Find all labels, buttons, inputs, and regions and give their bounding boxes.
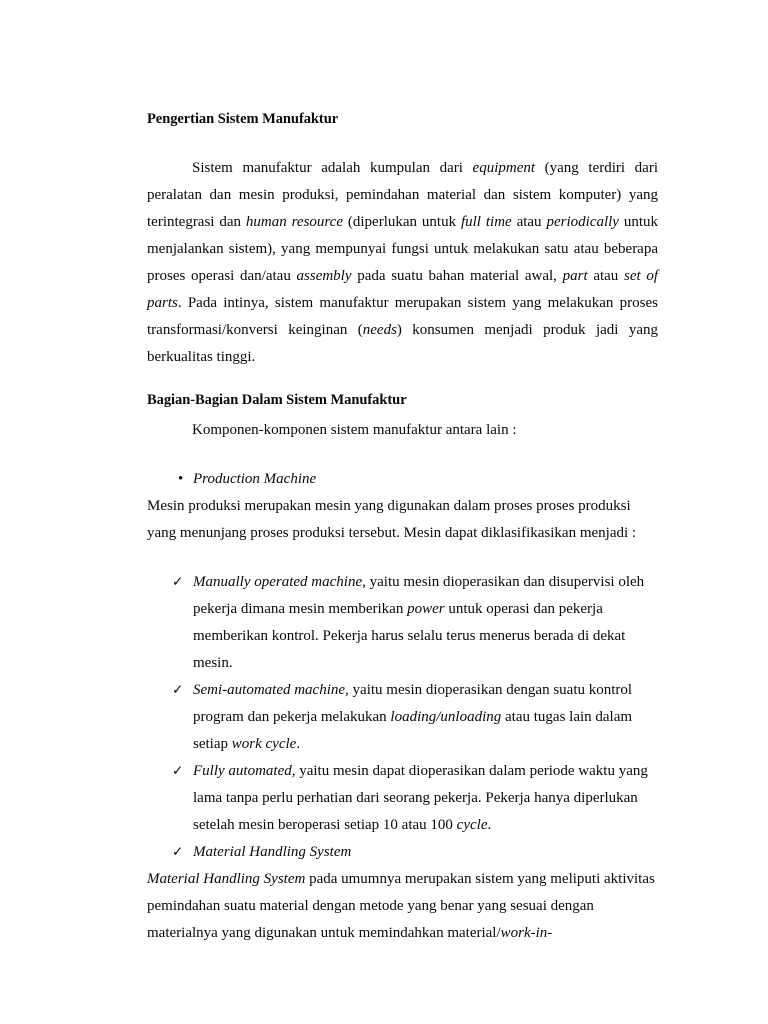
disc-bullet-icon: • (178, 471, 184, 487)
heading-pengertian-sistem-manufaktur: Pengertian Sistem Manufaktur (147, 111, 339, 127)
list-item-text: Fully automated, yaitu mesin dapat dioperasikan dalam periode waktu yang lama tanpa perlu perhatian dari seorang pekerja. Pekerja hanya diperlukan setelah mesin beroperasi setiap 10 atau 100 cycle. (193, 763, 648, 833)
list-item-text: Material Handling System (193, 844, 352, 860)
list-item (147, 569, 658, 677)
list-item (147, 839, 658, 866)
paragraph-production-machine-body: Mesin produksi merupakan mesin yang digunakan dalam proses proses produksi yang menunjang proses produksi tersebut. Mesin dapat diklasifikasikan menjadi : (147, 498, 637, 541)
list-item-production-machine (147, 466, 658, 493)
list-item (147, 758, 658, 839)
list-item-label-production-machine: Production Machine (193, 471, 317, 487)
document-text-column (147, 0, 658, 947)
paragraph-komponen-intro: Komponen-komponen sistem manufaktur antara lain : (192, 422, 517, 438)
list-item-text: Semi-automated machine, yaitu mesin dioperasikan dengan suatu kontrol program dan pekerja melakukan loading/unloading atau tugas lain dalam setiap work cycle. (193, 682, 633, 752)
heading-bagian-bagian-dalam-sistem-manufaktur: Bagian-Bagian Dalam Sistem Manufaktur (147, 391, 407, 408)
paragraph-material-handling-body: Material Handling System pada umumnya merupakan sistem yang meliputi aktivitas pemindahan suatu material dengan metode yang benar yang sesuai dengan materialnya yang digunakan untuk memindahkan material/work-in- (147, 871, 655, 941)
check-icon: ✓ (172, 763, 184, 779)
list-item (147, 677, 658, 758)
machine-types-list (147, 569, 658, 866)
check-icon: ✓ (172, 844, 184, 860)
check-icon: ✓ (172, 574, 184, 590)
check-icon: ✓ (172, 682, 184, 698)
list-item-text: Manually operated machine, yaitu mesin dioperasikan dan disupervisi oleh pekerja dimana mesin memberikan power untuk operasi dan pekerja memberikan kontrol. Pekerja harus selalu terus menerus berada di dekat mesin. (193, 574, 645, 671)
paragraph-intro: Sistem manufaktur adalah kumpulan dari equipment (yang terdiri dari peralatan dan mesin produksi, pemindahan material dan sistem komputer) yang terintegrasi dan human resource (diperlukan untuk full time atau periodically untuk menjalankan sistem), yang mempunyai fungsi untuk melakukan satu atau beberapa proses operasi dan/atau assembly pada suatu bahan material awal, part atau set of parts. Pada intinya, sistem manufaktur merupakan sistem yang melakukan proses transformasi/konversi keinginan (needs) konsumen menjadi produk jadi yang berkualitas tinggi. (147, 159, 659, 365)
